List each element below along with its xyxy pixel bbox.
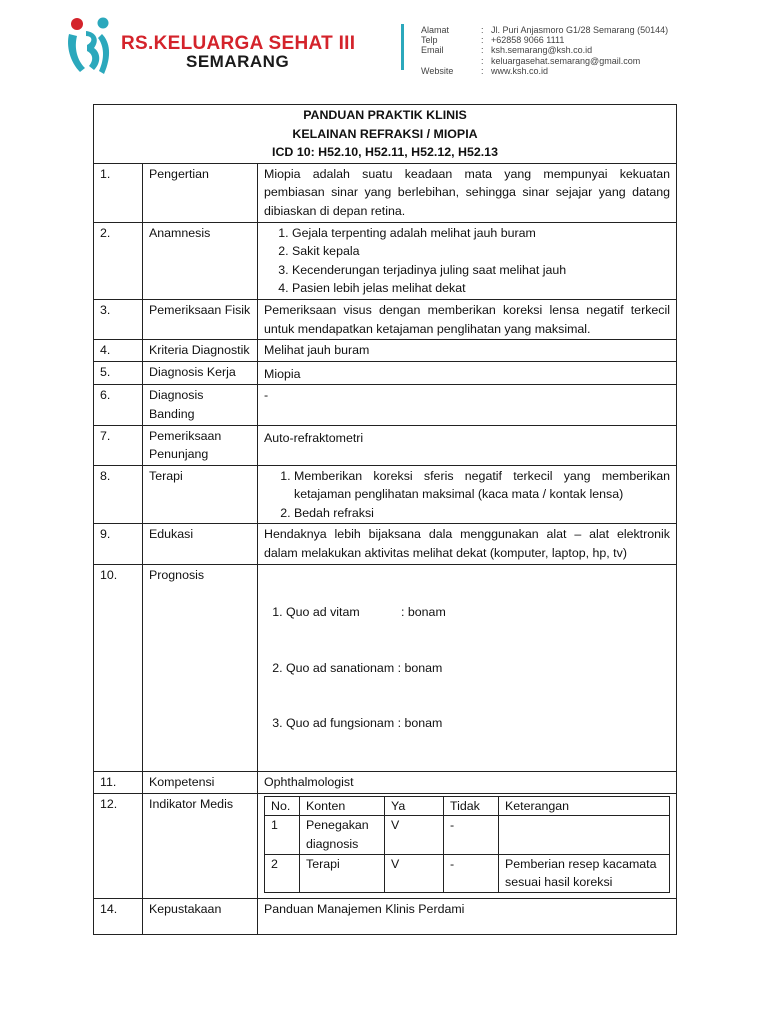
list-item: 1. Gejala terpenting adalah melihat jauh buram <box>292 224 670 243</box>
contact-label: Email <box>421 45 444 56</box>
column-header: No. <box>265 796 300 816</box>
table-row <box>94 299 677 339</box>
anamnesis-list <box>264 224 670 298</box>
row-number: 12. <box>94 793 143 898</box>
row-label: Edukasi <box>143 524 258 564</box>
contact-value: www.ksh.co.id <box>491 65 549 76</box>
column-header: Ya <box>385 796 444 816</box>
row-content: Miopia <box>258 361 677 385</box>
contact-value: +62858 9066 1111 <box>491 35 565 46</box>
row-content <box>258 222 677 299</box>
row-label: Pengertian <box>143 163 258 222</box>
icd-codes: ICD 10: H52.10, H52.11, H52.12, H52.13 <box>272 145 498 160</box>
row-content: - <box>258 385 677 425</box>
contact-label: Alamat <box>421 25 450 35</box>
row-content: Pemeriksaan visus dengan memberikan koreksi lensa negatif terkecil untuk mendapatkan ketajaman penglihatan yang maksimal. <box>258 299 677 339</box>
hospital-logo-icon <box>66 16 118 80</box>
contact-block <box>421 25 668 76</box>
letterhead <box>0 0 768 95</box>
header-divider <box>401 24 404 70</box>
row-content: Hendaknya lebih bijaksana dala menggunakan alat – alat elektronik dalam melakukan aktivitas melihat dekat (komputer, laptop, hp, tv) <box>258 524 677 564</box>
table-row <box>94 793 677 898</box>
contact-row-phone: Telp : +62858 9066 1111 <box>421 35 565 46</box>
row-number: 7. <box>94 425 143 465</box>
list-item: 1. Quo ad vitam : bonam <box>286 603 670 622</box>
row-number: 5. <box>94 361 143 385</box>
row-content: Panduan Manajemen Klinis Perdami <box>258 898 677 934</box>
row-number: 10. <box>94 564 143 772</box>
contact-row-address: Alamat : Jl. Puri Anjasmoro G1/28 Semarang (50144) <box>421 25 669 35</box>
row-content: Ophthalmologist <box>258 772 677 794</box>
row-content <box>258 793 677 898</box>
row-label: Pemeriksaan Fisik <box>143 299 258 339</box>
row-content: Miopia adalah suatu keadaan mata yang mempunyai kekuatan pembiasan sinar yang berlebihan, sehingga sinar sejajar yang datang dibiaskan di depan retina. <box>258 163 677 222</box>
row-number: 9. <box>94 524 143 564</box>
indicator-cell: 1 <box>265 816 300 854</box>
row-label: Diagnosis Kerja <box>143 361 258 385</box>
indicator-row <box>265 854 670 892</box>
row-number: 14. <box>94 898 143 934</box>
indicator-cell: Terapi <box>300 854 385 892</box>
contact-label <box>421 56 481 66</box>
list-item: 2. Quo ad sanationam : bonam <box>286 659 670 678</box>
row-number: 1. <box>94 163 143 222</box>
list-item: 2. Sakit kepala <box>292 242 670 261</box>
row-number: 6. <box>94 385 143 425</box>
row-label: Prognosis <box>143 564 258 772</box>
row-label: Anamnesis <box>143 222 258 299</box>
contact-value: Jl. Puri Anjasmoro G1/28 Semarang (50144) <box>491 25 669 35</box>
row-label: Diagnosis Banding <box>143 385 258 425</box>
indicator-cell <box>499 816 670 854</box>
contact-row-email: Email : ksh.semarang@ksh.co.id <box>421 45 593 56</box>
table-row <box>94 898 677 934</box>
table-row <box>94 340 677 362</box>
therapy-list <box>264 467 670 523</box>
list-item: 4. Pasien lebih jelas melihat dekat <box>292 279 670 298</box>
column-header: Konten <box>300 796 385 816</box>
table-row <box>94 564 677 772</box>
row-number: 3. <box>94 299 143 339</box>
table-row <box>94 465 677 524</box>
row-label: Terapi <box>143 465 258 524</box>
hospital-name: RS.KELUARGA SEHAT III <box>121 33 356 54</box>
list-item: 3. Quo ad fungsionam : bonam <box>286 714 670 733</box>
table-row <box>94 772 677 794</box>
row-label: Kriteria Diagnostik <box>143 340 258 362</box>
indicator-cell: - <box>444 816 499 854</box>
list-item: 3. Kecenderungan terjadinya juling saat melihat jauh <box>292 261 670 280</box>
column-header: Keterangan <box>499 796 670 816</box>
row-label: Kompetensi <box>143 772 258 794</box>
row-label: Kepustakaan <box>143 898 258 934</box>
table-row <box>94 385 677 425</box>
guideline-table <box>93 104 677 935</box>
indicator-cell: V <box>385 854 444 892</box>
contact-value: ksh.semarang@ksh.co.id <box>491 45 593 56</box>
prognosis-list <box>264 566 670 771</box>
table-row <box>94 163 677 222</box>
indicator-cell: Penegakan diagnosis <box>300 816 385 854</box>
indicator-cell: Pemberian resep kacamata sesuai hasil koreksi <box>499 854 670 892</box>
indicator-cell: 2 <box>265 854 300 892</box>
row-content <box>258 465 677 524</box>
row-label: Pemeriksaan Penunjang <box>143 425 258 465</box>
indicator-cell: - <box>444 854 499 892</box>
doc-title: PANDUAN PRAKTIK KLINIS <box>303 108 467 122</box>
indicator-table <box>264 796 670 893</box>
table-row <box>94 361 677 385</box>
row-label: Indikator Medis <box>143 793 258 898</box>
row-number: 2. <box>94 222 143 299</box>
table-row <box>94 425 677 465</box>
indicator-header-row <box>265 796 670 816</box>
row-content: Melihat jauh buram <box>258 340 677 362</box>
row-number: 4. <box>94 340 143 362</box>
contact-value: keluargasehat.semarang@gmail.com <box>491 55 641 66</box>
contact-label: Telp <box>421 35 438 46</box>
row-number: 8. <box>94 465 143 524</box>
row-number: 11. <box>94 772 143 794</box>
row-content: Auto-refraktometri <box>258 425 677 465</box>
list-item: 2. Bedah refraksi <box>294 504 670 523</box>
table-row <box>94 222 677 299</box>
row-content <box>258 564 677 772</box>
contact-row-email-2: : keluargasehat.semarang@gmail.com <box>421 56 668 66</box>
table-row <box>94 524 677 564</box>
indicator-row <box>265 816 670 854</box>
contact-row-website: Website : www.ksh.co.id <box>421 65 549 76</box>
title-cell <box>94 105 677 164</box>
indicator-cell: V <box>385 816 444 854</box>
contact-label: Website <box>421 65 454 76</box>
list-item: 1. Memberikan koreksi sferis negatif terkecil yang memberikan ketajaman penglihatan maksimal (kaca mata / kontak lensa) <box>294 467 670 504</box>
column-header: Tidak <box>444 796 499 816</box>
doc-subtitle: KELAINAN REFRAKSI / MIOPIA <box>292 126 478 141</box>
title-row <box>94 105 677 164</box>
hospital-city: SEMARANG <box>186 52 290 71</box>
